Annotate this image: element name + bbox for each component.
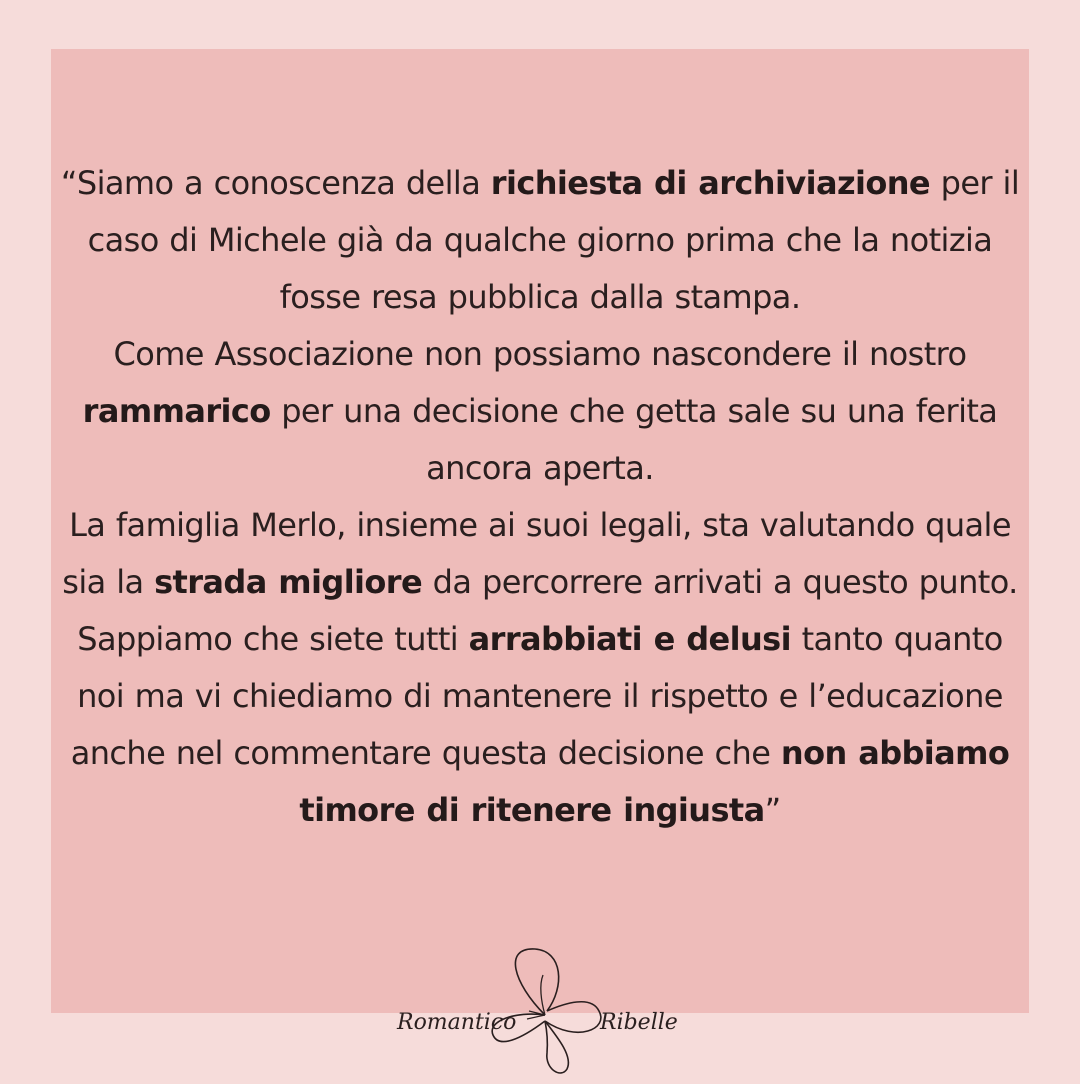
quote-text <box>60 155 1020 839</box>
quote-part: Come Associazione non possiamo nascondere il nostro <box>113 335 967 373</box>
quote-part: Sappiamo che siete tutti <box>77 620 469 658</box>
quote-highlight: richiesta di archiviazione <box>490 164 931 202</box>
quote-part: per il caso di Michele già da qualche giorno prima che la notizia fosse resa pubblica dalla stampa. <box>87 164 1020 316</box>
butterfly-logo-icon <box>395 945 695 1080</box>
quote-part: ” <box>764 791 781 829</box>
quote-part: da percorrere arrivati a questo punto. <box>422 563 1018 601</box>
quote-highlight: arrabbiati e delusi <box>468 620 791 658</box>
quote-highlight: strada migliore <box>154 563 423 601</box>
quote-highlight: non abbiamo timore di ritenere ingiusta <box>299 734 1010 829</box>
logo-word-left: Romantico <box>397 1010 517 1035</box>
quote-part: “Siamo a conoscenza della <box>60 164 491 202</box>
quote-part: tanto quanto noi ma vi chiediamo di mantenere il rispetto e l’educazione anche nel commentare questa decisione che <box>70 620 1003 772</box>
logo-word-right: Ribelle <box>600 1010 678 1035</box>
quote-highlight: rammarico <box>82 392 271 430</box>
quote-part: La famiglia Merlo, insieme ai suoi legali, sta valutando quale sia la <box>62 506 1011 601</box>
quote-part: per una decisione che getta sale su una ferita ancora aperta. <box>270 392 998 487</box>
brand-logo <box>395 945 695 1080</box>
